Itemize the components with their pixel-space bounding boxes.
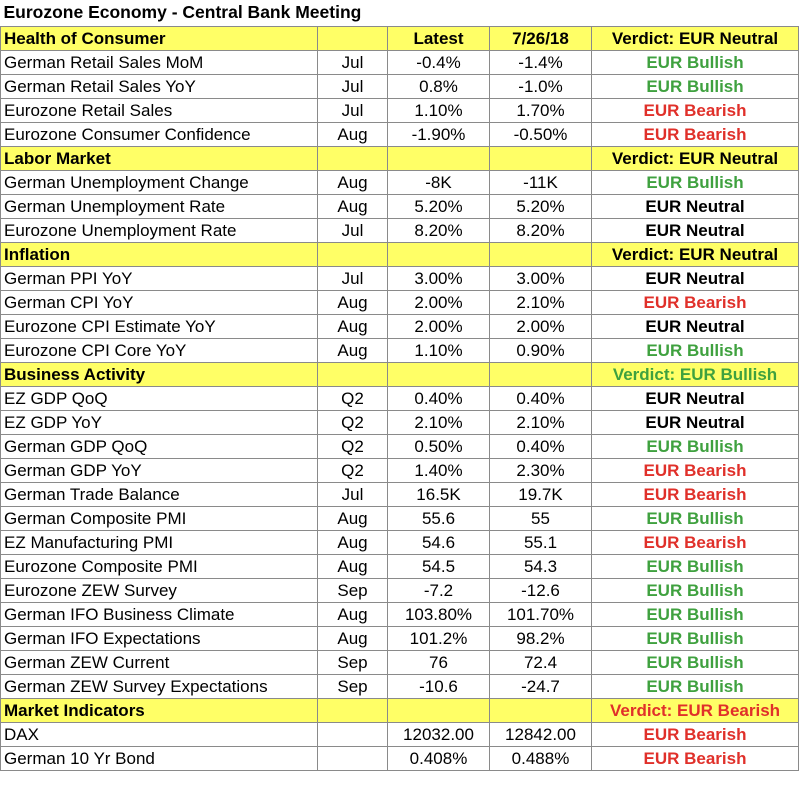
table-row [1,554,799,578]
indicator-verdict: EUR Bearish [592,746,799,770]
indicator-previous: 1.70% [490,98,592,122]
indicator-label: EZ GDP YoY [1,410,318,434]
indicator-label: German Retail Sales MoM [1,50,318,74]
indicator-label: Eurozone Composite PMI [1,554,318,578]
indicator-label: German Unemployment Rate [1,194,318,218]
indicator-period: Jul [318,74,388,98]
indicator-previous: 2.10% [490,290,592,314]
section-period-cell [318,26,388,50]
indicator-verdict: EUR Bullish [592,50,799,74]
indicator-verdict: EUR Bearish [592,722,799,746]
section-period-cell [318,362,388,386]
indicator-previous: 5.20% [490,194,592,218]
table-row [1,290,799,314]
indicator-label: EZ Manufacturing PMI [1,530,318,554]
indicator-label: German 10 Yr Bond [1,746,318,770]
column-header-previous [490,698,592,722]
table-row [1,434,799,458]
indicator-previous: 55.1 [490,530,592,554]
table-row [1,266,799,290]
section-title: Business Activity [1,362,318,386]
indicator-period [318,746,388,770]
table-row [1,410,799,434]
indicator-period: Q2 [318,458,388,482]
indicator-verdict: EUR Bullish [592,434,799,458]
section-period-cell [318,698,388,722]
indicator-label: German Retail Sales YoY [1,74,318,98]
indicator-previous: 55 [490,506,592,530]
indicator-label: German GDP YoY [1,458,318,482]
indicator-latest: 2.00% [388,314,490,338]
column-header-latest: Latest [388,26,490,50]
indicator-label: Eurozone CPI Core YoY [1,338,318,362]
section-title: Market Indicators [1,698,318,722]
indicator-label: Eurozone CPI Estimate YoY [1,314,318,338]
indicator-latest: 8.20% [388,218,490,242]
section-header-row [1,26,799,50]
column-header-previous [490,362,592,386]
table-row [1,98,799,122]
column-header-latest [388,242,490,266]
table-row [1,170,799,194]
section-verdict: Verdict: EUR Neutral [592,26,799,50]
indicator-period: Sep [318,674,388,698]
indicator-verdict: EUR Bearish [592,290,799,314]
column-header-previous [490,146,592,170]
indicator-period: Aug [318,626,388,650]
indicator-period: Aug [318,290,388,314]
table-row [1,578,799,602]
indicator-period: Jul [318,218,388,242]
indicator-period: Q2 [318,410,388,434]
indicator-latest: 54.5 [388,554,490,578]
indicator-verdict: EUR Neutral [592,386,799,410]
indicator-period [318,722,388,746]
indicator-latest: 0.50% [388,434,490,458]
indicator-period: Q2 [318,434,388,458]
indicator-label: German Unemployment Change [1,170,318,194]
section-title: Labor Market [1,146,318,170]
table-row [1,722,799,746]
indicator-previous: 12842.00 [490,722,592,746]
section-header-row [1,362,799,386]
indicator-latest: 0.8% [388,74,490,98]
indicator-latest: 16.5K [388,482,490,506]
indicator-period: Aug [318,506,388,530]
indicator-latest: 76 [388,650,490,674]
table-row [1,626,799,650]
indicator-verdict: EUR Bearish [592,122,799,146]
indicator-label: DAX [1,722,318,746]
column-header-latest [388,146,490,170]
section-verdict: Verdict: EUR Neutral [592,242,799,266]
indicator-previous: -1.4% [490,50,592,74]
indicator-verdict: EUR Bullish [592,506,799,530]
indicator-period: Aug [318,530,388,554]
indicator-verdict: EUR Bullish [592,626,799,650]
section-header-row [1,242,799,266]
indicator-latest: 0.408% [388,746,490,770]
table-row [1,122,799,146]
table-row [1,74,799,98]
table-row [1,530,799,554]
indicator-latest: 55.6 [388,506,490,530]
indicator-previous: 0.90% [490,338,592,362]
indicator-verdict: EUR Bullish [592,554,799,578]
indicator-label: Eurozone Unemployment Rate [1,218,318,242]
indicator-latest: 54.6 [388,530,490,554]
indicator-label: German GDP QoQ [1,434,318,458]
section-period-cell [318,242,388,266]
indicator-period: Jul [318,482,388,506]
indicator-label: EZ GDP QoQ [1,386,318,410]
indicator-previous: 3.00% [490,266,592,290]
indicator-previous: -12.6 [490,578,592,602]
indicator-period: Q2 [318,386,388,410]
indicator-verdict: EUR Neutral [592,266,799,290]
indicator-verdict: EUR Bullish [592,602,799,626]
indicator-verdict: EUR Bearish [592,530,799,554]
indicator-label: Eurozone ZEW Survey [1,578,318,602]
indicator-verdict: EUR Bullish [592,338,799,362]
indicator-previous: 2.10% [490,410,592,434]
indicator-previous: 0.488% [490,746,592,770]
section-title: Inflation [1,242,318,266]
indicator-label: German Trade Balance [1,482,318,506]
indicator-label: German Composite PMI [1,506,318,530]
column-header-latest [388,362,490,386]
indicator-latest: -7.2 [388,578,490,602]
indicator-latest: 0.40% [388,386,490,410]
indicator-latest: 1.10% [388,338,490,362]
indicator-previous: 19.7K [490,482,592,506]
indicator-label: Eurozone Consumer Confidence [1,122,318,146]
indicator-period: Sep [318,650,388,674]
page-title: Eurozone Economy - Central Bank Meeting [1,0,799,26]
indicator-verdict: EUR Bullish [592,170,799,194]
indicator-verdict: EUR Bullish [592,650,799,674]
indicator-previous: -1.0% [490,74,592,98]
indicator-previous: 54.3 [490,554,592,578]
indicator-period: Sep [318,578,388,602]
indicator-verdict: EUR Neutral [592,410,799,434]
section-header-row [1,146,799,170]
indicator-period: Aug [318,554,388,578]
indicator-latest: -0.4% [388,50,490,74]
indicator-verdict: EUR Neutral [592,194,799,218]
indicator-verdict: EUR Bearish [592,482,799,506]
section-period-cell [318,146,388,170]
indicator-label: German ZEW Current [1,650,318,674]
indicator-verdict: EUR Neutral [592,218,799,242]
indicator-period: Aug [318,314,388,338]
indicator-period: Aug [318,194,388,218]
indicator-label: German IFO Business Climate [1,602,318,626]
table-row [1,218,799,242]
section-verdict: Verdict: EUR Neutral [592,146,799,170]
indicator-latest: -1.90% [388,122,490,146]
indicator-latest: 3.00% [388,266,490,290]
indicator-previous: 72.4 [490,650,592,674]
indicator-previous: 0.40% [490,434,592,458]
indicator-verdict: EUR Neutral [592,314,799,338]
indicator-period: Aug [318,338,388,362]
table-row [1,194,799,218]
indicator-label: German IFO Expectations [1,626,318,650]
indicator-previous: -0.50% [490,122,592,146]
indicator-label: German ZEW Survey Expectations [1,674,318,698]
indicator-latest: 1.40% [388,458,490,482]
indicator-verdict: EUR Bullish [592,674,799,698]
table-row [1,482,799,506]
table-row [1,746,799,770]
indicator-previous: -24.7 [490,674,592,698]
indicator-label: German CPI YoY [1,290,318,314]
table-row [1,338,799,362]
indicator-period: Jul [318,266,388,290]
indicator-verdict: EUR Bearish [592,98,799,122]
indicator-latest: 101.2% [388,626,490,650]
indicator-previous: 8.20% [490,218,592,242]
section-verdict: Verdict: EUR Bearish [592,698,799,722]
indicator-verdict: EUR Bullish [592,74,799,98]
indicator-period: Aug [318,170,388,194]
table-row [1,602,799,626]
indicator-latest: 2.10% [388,410,490,434]
indicator-latest: 2.00% [388,290,490,314]
column-header-latest [388,698,490,722]
table-row [1,458,799,482]
indicator-period: Aug [318,602,388,626]
table-row [1,650,799,674]
indicator-verdict: EUR Bearish [592,458,799,482]
indicator-period: Aug [318,122,388,146]
table-row [1,386,799,410]
indicator-latest: -10.6 [388,674,490,698]
indicator-label: German PPI YoY [1,266,318,290]
column-header-previous: 7/26/18 [490,26,592,50]
indicator-latest: 12032.00 [388,722,490,746]
section-title: Health of Consumer [1,26,318,50]
indicator-latest: 103.80% [388,602,490,626]
table-row [1,674,799,698]
table-row [1,50,799,74]
indicator-previous: 2.00% [490,314,592,338]
title-row [1,0,799,26]
indicator-previous: -11K [490,170,592,194]
indicator-latest: 5.20% [388,194,490,218]
indicator-period: Jul [318,50,388,74]
indicator-label: Eurozone Retail Sales [1,98,318,122]
section-verdict: Verdict: EUR Bullish [592,362,799,386]
indicator-previous: 101.70% [490,602,592,626]
indicator-latest: -8K [388,170,490,194]
indicator-previous: 98.2% [490,626,592,650]
table-row [1,506,799,530]
indicator-previous: 0.40% [490,386,592,410]
indicator-latest: 1.10% [388,98,490,122]
indicator-verdict: EUR Bullish [592,578,799,602]
indicator-previous: 2.30% [490,458,592,482]
indicator-period: Jul [318,98,388,122]
column-header-previous [490,242,592,266]
table-row [1,314,799,338]
section-header-row [1,698,799,722]
